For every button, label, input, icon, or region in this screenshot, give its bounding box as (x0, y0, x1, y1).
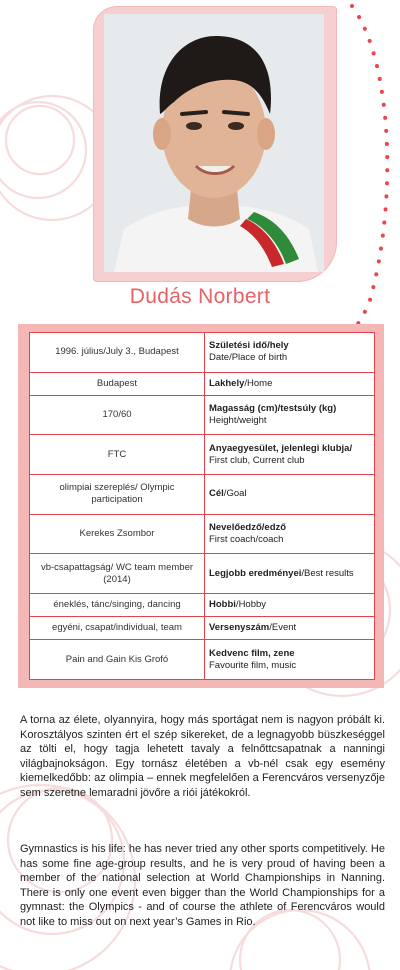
profile-label-en: First club, Current club (209, 454, 305, 466)
profile-label-hu: Hobbi (209, 598, 236, 610)
profile-row (30, 640, 375, 680)
profile-row (30, 395, 375, 435)
profile-label (205, 514, 375, 554)
profile-label (205, 395, 375, 435)
profile-label-en: First coach/coach (209, 533, 284, 545)
label-separator: / (235, 598, 239, 610)
athlete-name: Dudás Norbert (129, 285, 271, 308)
profile-label-hu: Cél (209, 488, 224, 500)
profile-value: egyéni, csapat/individual, team (30, 617, 205, 640)
profile-label (205, 475, 375, 515)
profile-table-band (18, 324, 384, 688)
profile-label (205, 593, 375, 616)
bio-paragraph-en: Gymnastics is his life: he has never tried any other sports competitively. He has some fine age-group results, and he is very proud of having been a member of the national selection at World Championships in Nanning. There is only one event even bigger than the World Championships for a gymnast: the Olympics - and of course the athlete of Ferencváros would not like to miss out on next year’s Games in Rio. (20, 843, 385, 928)
profile-label-hu: Születési idő/hely (209, 340, 289, 352)
profile-row (30, 372, 375, 395)
profile-label (205, 333, 375, 373)
profile-value: olimpiai szereplés/ Olympic participation (30, 475, 205, 515)
profile-label-en: Hobby (238, 598, 267, 610)
profile-row (30, 554, 375, 594)
profile-label-hu: Nevelőedző/edző (209, 521, 287, 533)
profile-label-en: Date/Place of birth (209, 352, 288, 364)
profile-label-hu: Versenyszám (209, 622, 270, 634)
profile-label-en: Best results (304, 567, 354, 579)
profile-label (205, 640, 375, 680)
profile-value: Budapest (30, 372, 205, 395)
profile-label (205, 617, 375, 640)
profile-label-hu: Kedvenc film, zene (209, 647, 295, 659)
profile-row (30, 593, 375, 616)
profile-label-hu: Anyaegyesület, jelenlegi klubja/ (209, 442, 353, 454)
athlete-photo (104, 14, 324, 272)
profile-value: éneklés, tánc/singing, dancing (30, 593, 205, 616)
profile-label (205, 554, 375, 594)
label-separator: / (244, 377, 248, 389)
profile-row (30, 435, 375, 475)
profile-label-en: Height/weight (209, 415, 267, 427)
profile-label-en: Goal (226, 488, 247, 500)
profile-label (205, 372, 375, 395)
profile-value: 1996. július/July 3., Budapest (30, 333, 205, 373)
profile-value: 170/60 (30, 395, 205, 435)
bio-paragraph-hu: A torna az élete, olyannyira, hogy más sportágat nem is nagyon próbált ki. Korosztályos szinten ért el szép sikereket, de a legnagyobb büszkeséggel az tölti el, hogy tagja lehetett tavaly a felnőttcsapatnak a nanningi világbajnokságon. Egy tornász életében a vb-nél csak egy esemény kiemelkedőbb: az olimpia – ennek megfelelően a Ferencváros versenyzője sem szeretne lemaradni jövőre a riói játékokról. (20, 714, 385, 799)
profile-row (30, 475, 375, 515)
profile-row (30, 617, 375, 640)
profile-row (30, 514, 375, 554)
profile-label-hu: Lakhely (209, 377, 245, 389)
profile-label (205, 435, 375, 475)
profile-table (29, 332, 375, 680)
label-separator: / (269, 622, 272, 634)
profile-row (30, 333, 375, 373)
label-separator: / (301, 567, 305, 579)
label-separator: / (223, 488, 227, 500)
profile-value: Pain and Gain Kis Grofó (30, 640, 205, 680)
profile-label-hu: Magasság (cm)/testsúly (kg) (209, 403, 337, 415)
profile-value: Kerekes Zsombor (30, 514, 205, 554)
profile-label-hu: Legjobb eredményei (209, 567, 302, 579)
profile-value: vb-csapattagság/ WC team member (2014) (30, 554, 205, 594)
profile-label-en: Event (271, 622, 297, 634)
profile-value: FTC (30, 435, 205, 475)
profile-label-en: Favourite film, music (209, 659, 297, 671)
profile-label-en: Home (247, 377, 273, 389)
